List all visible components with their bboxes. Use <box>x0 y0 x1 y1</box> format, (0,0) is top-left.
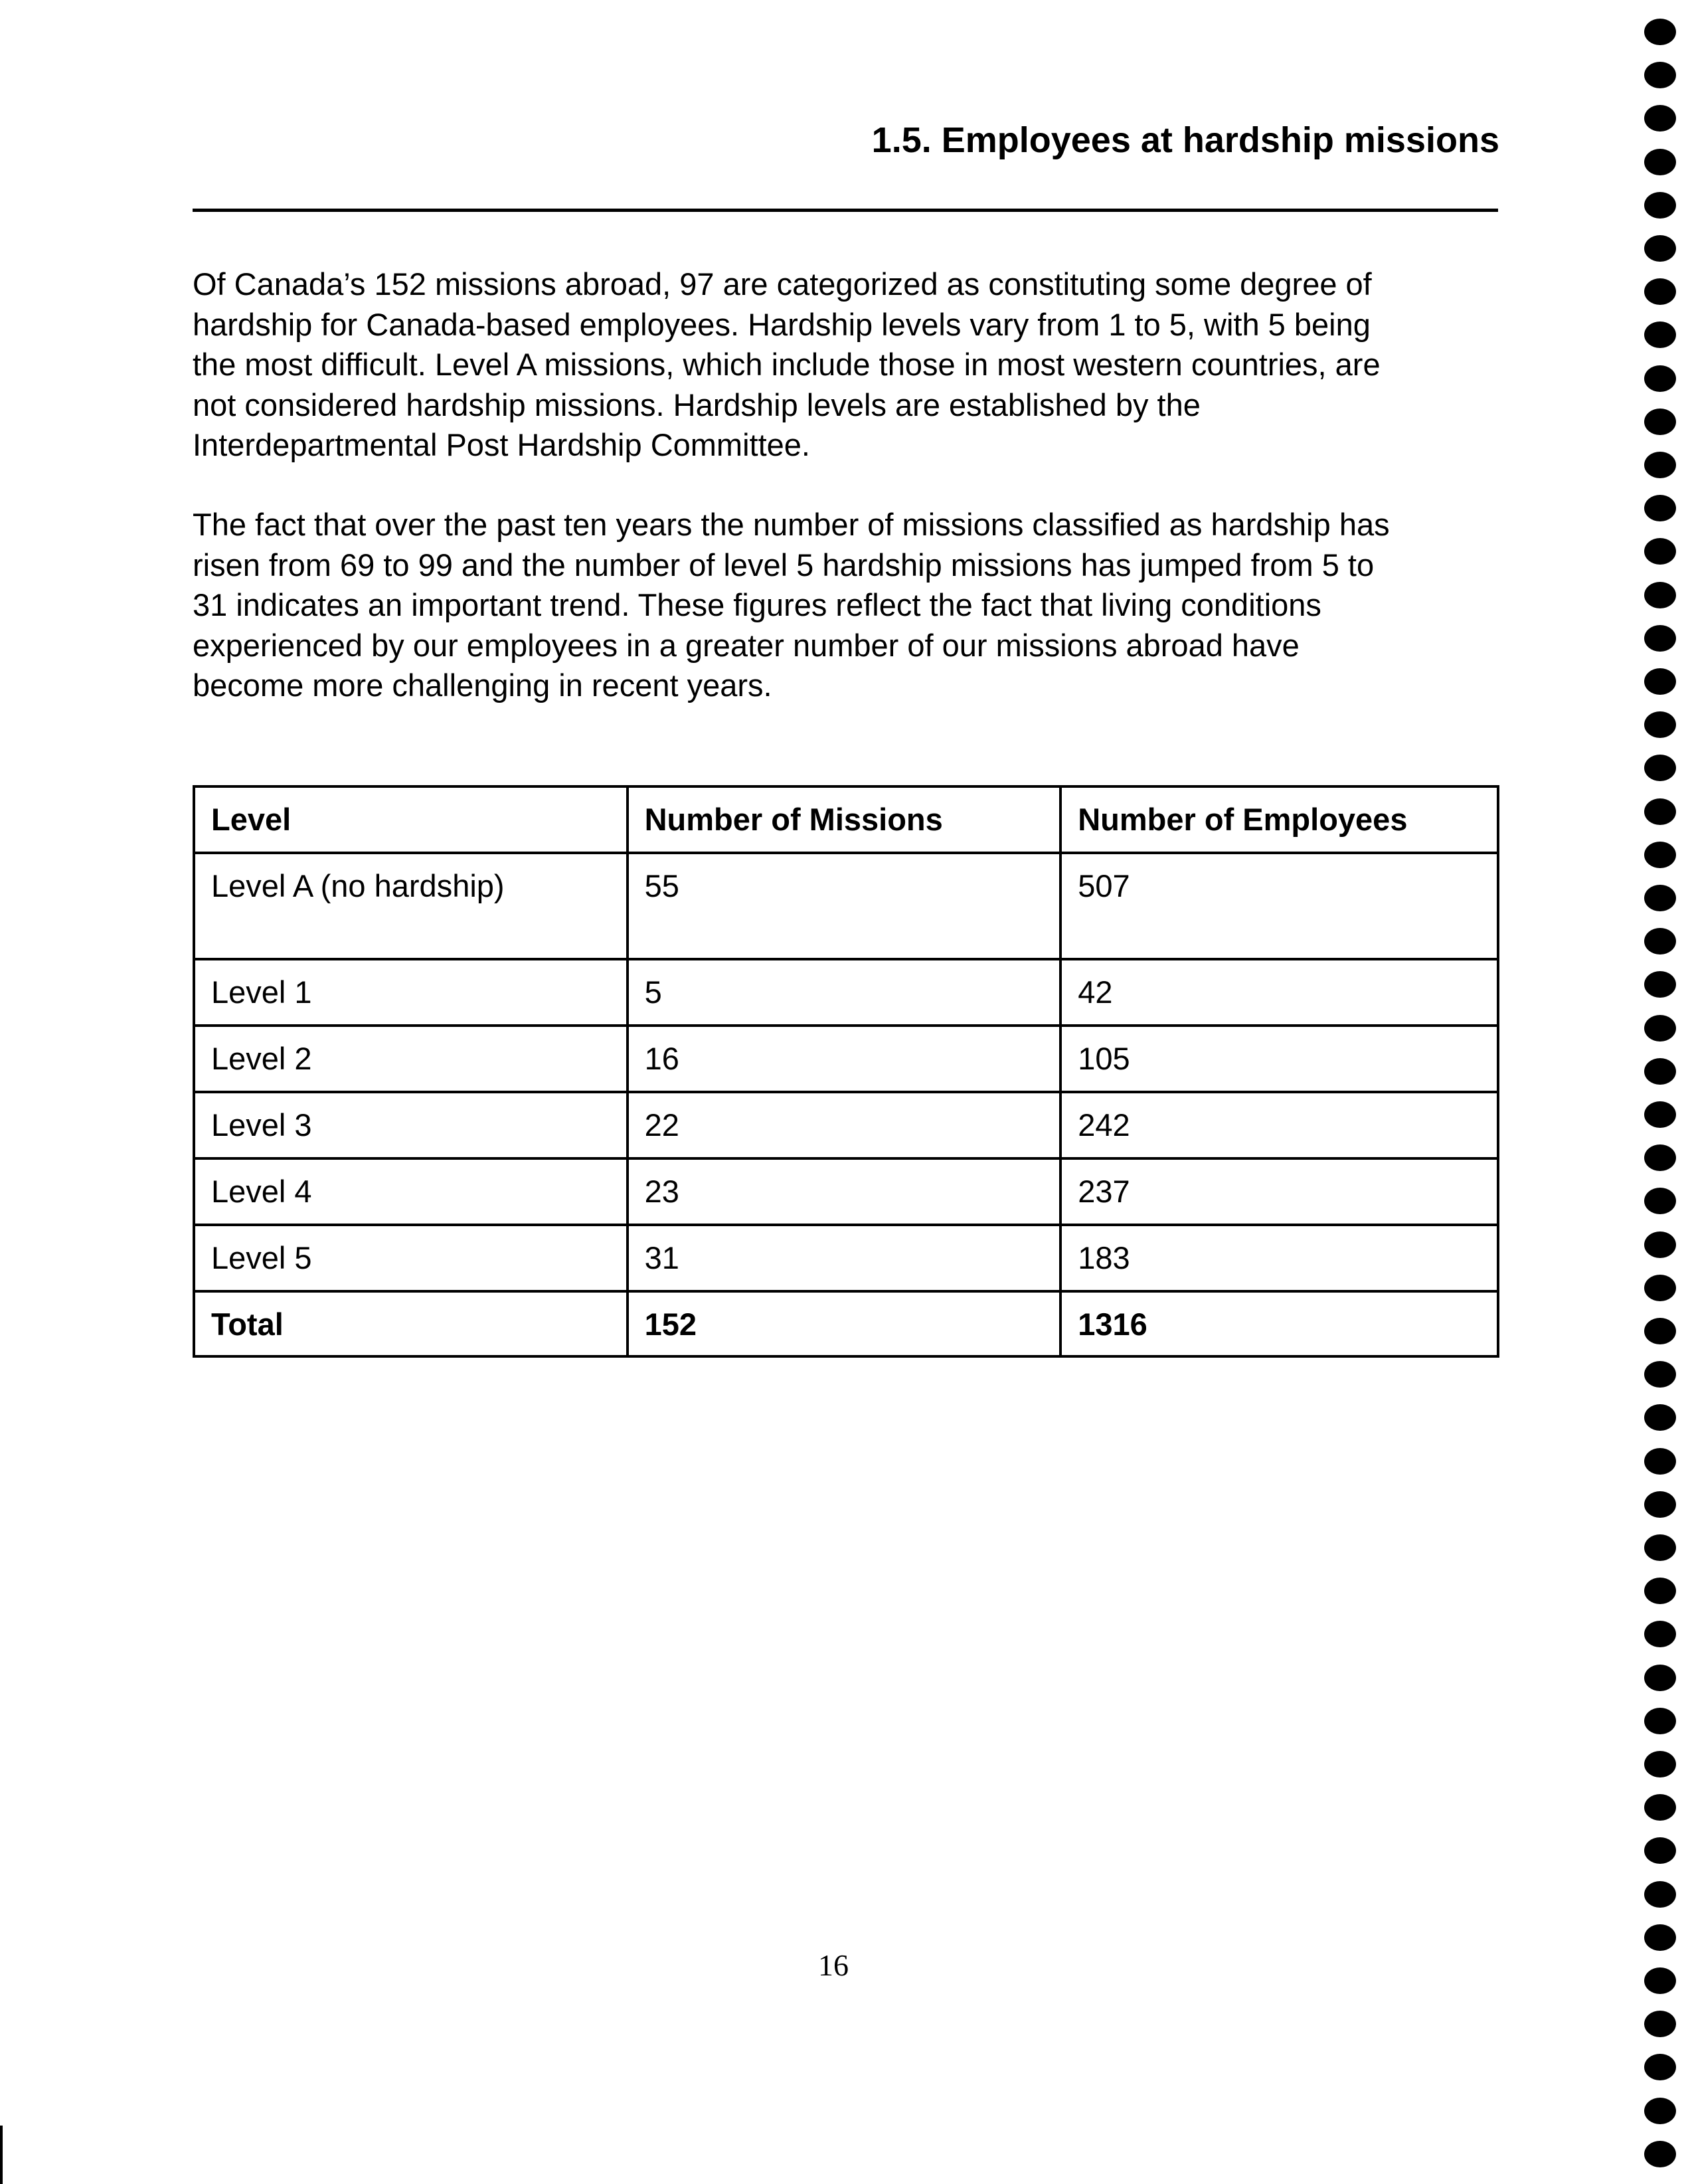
binding-hole-icon <box>1644 149 1676 175</box>
cell-level: Level 5 <box>194 1225 628 1291</box>
binding-hole-icon <box>1644 1621 1676 1647</box>
binding-hole-icon <box>1644 1534 1676 1561</box>
binding-hole-icon <box>1644 1448 1676 1475</box>
cell-level: Level 3 <box>194 1092 628 1158</box>
binding-hole-icon <box>1644 711 1676 738</box>
binding-hole-icon <box>1644 365 1676 392</box>
page-number: 16 <box>818 1948 849 1982</box>
binding-hole-icon <box>1644 1881 1676 1908</box>
binding-hole-icon <box>1644 885 1676 911</box>
cell-missions: 23 <box>628 1158 1061 1225</box>
binding-hole-icon <box>1644 1144 1676 1171</box>
binding-hole-icon <box>1644 1967 1676 1994</box>
binding-hole-icon <box>1644 928 1676 955</box>
paragraph-line: Of Canada’s 152 missions abroad, 97 are categorized as constituting some degree of <box>193 266 1372 302</box>
binding-hole-icon <box>1644 1231 1676 1258</box>
column-header-level: Level <box>194 786 628 853</box>
binding-hole-icon <box>1644 495 1676 521</box>
binding-hole-icon <box>1644 668 1676 695</box>
binding-hole-icon <box>1644 192 1676 219</box>
cell-level: Level 4 <box>194 1158 628 1225</box>
cell-employees: 242 <box>1060 1092 1498 1158</box>
table-row <box>194 1092 1498 1158</box>
paragraph-line: become more challenging in recent years. <box>193 668 772 703</box>
binding-hole-icon <box>1644 1708 1676 1734</box>
binding-hole-icon <box>1644 1058 1676 1085</box>
paragraph-line: the most difficult. Level A missions, which include those in most western countries, are <box>193 347 1381 382</box>
binding-holes <box>1644 19 1681 2184</box>
paragraph-line: The fact that over the past ten years the number of missions classified as hardship has <box>193 507 1390 542</box>
total-missions: 152 <box>628 1291 1061 1356</box>
binding-hole-icon <box>1644 1404 1676 1431</box>
binding-hole-icon <box>1644 1361 1676 1388</box>
trend-paragraph <box>193 505 1507 706</box>
cell-missions: 55 <box>628 853 1061 959</box>
table-row <box>194 1225 1498 1291</box>
table-total-row <box>194 1291 1498 1356</box>
binding-hole-icon <box>1644 278 1676 305</box>
paragraph-line: risen from 69 to 99 and the number of level 5 hardship missions has jumped from 5 to <box>193 547 1375 583</box>
binding-hole-icon <box>1644 755 1676 781</box>
cell-employees: 183 <box>1060 1225 1498 1291</box>
binding-hole-icon <box>1644 2011 1676 2037</box>
hardship-table <box>193 785 1499 1358</box>
binding-hole-icon <box>1644 1101 1676 1128</box>
binding-hole-icon <box>1644 1751 1676 1777</box>
table-row <box>194 853 1498 959</box>
binding-hole-icon <box>1644 1188 1676 1214</box>
cell-employees: 507 <box>1060 853 1498 959</box>
binding-hole-icon <box>1644 971 1676 998</box>
cell-missions: 31 <box>628 1225 1061 1291</box>
table-row <box>194 1026 1498 1092</box>
cell-employees: 42 <box>1060 959 1498 1026</box>
cell-employees: 105 <box>1060 1026 1498 1092</box>
table-header-row <box>194 786 1498 853</box>
table-row <box>194 959 1498 1026</box>
section-heading: 1.5. Employees at hardship missions <box>871 120 1499 160</box>
binding-hole-icon <box>1644 1837 1676 1864</box>
binding-hole-icon <box>1644 321 1676 348</box>
table-row <box>194 1158 1498 1225</box>
paragraph-line: hardship for Canada-based employees. Hardship levels vary from 1 to 5, with 5 being <box>193 306 1371 342</box>
paragraph-line: Interdepartmental Post Hardship Committee. <box>193 427 810 462</box>
paragraph-line: experienced by our employees in a greater number of our missions abroad have <box>193 627 1300 663</box>
binding-hole-icon <box>1644 798 1676 825</box>
cell-missions: 5 <box>628 959 1061 1026</box>
total-label: Total <box>194 1291 628 1356</box>
binding-hole-icon <box>1644 62 1676 88</box>
cell-level: Level 2 <box>194 1026 628 1092</box>
binding-hole-icon <box>1644 1275 1676 1301</box>
total-employees: 1316 <box>1060 1291 1498 1356</box>
paragraph-line: not considered hardship missions. Hardship levels are established by the <box>193 387 1201 422</box>
binding-hole-icon <box>1644 452 1676 478</box>
binding-hole-icon <box>1644 1578 1676 1604</box>
binding-hole-icon <box>1644 625 1676 652</box>
binding-hole-icon <box>1644 1794 1676 1821</box>
cell-employees: 237 <box>1060 1158 1498 1225</box>
binding-hole-icon <box>1644 19 1676 45</box>
scan-margin-mark <box>0 2126 3 2184</box>
cell-missions: 22 <box>628 1092 1061 1158</box>
binding-hole-icon <box>1644 105 1676 132</box>
binding-hole-icon <box>1644 1491 1676 1518</box>
paragraph-line: 31 indicates an important trend. These figures reflect the fact that living conditions <box>193 587 1321 622</box>
binding-hole-icon <box>1644 1318 1676 1344</box>
column-header-employees: Number of Employees <box>1060 786 1498 853</box>
binding-hole-icon <box>1644 409 1676 435</box>
binding-hole-icon <box>1644 2098 1676 2124</box>
binding-hole-icon <box>1644 235 1676 262</box>
binding-hole-icon <box>1644 538 1676 565</box>
heading-rule <box>193 209 1498 212</box>
column-header-missions: Number of Missions <box>628 786 1061 853</box>
binding-hole-icon <box>1644 1015 1676 1042</box>
binding-hole-icon <box>1644 1665 1676 1691</box>
binding-hole-icon <box>1644 842 1676 868</box>
cell-missions: 16 <box>628 1026 1061 1092</box>
binding-hole-icon <box>1644 2141 1676 2167</box>
binding-hole-icon <box>1644 1924 1676 1951</box>
cell-level: Level A (no hardship) <box>194 853 628 959</box>
intro-paragraph <box>193 264 1507 466</box>
binding-hole-icon <box>1644 2054 1676 2080</box>
binding-hole-icon <box>1644 582 1676 608</box>
cell-level: Level 1 <box>194 959 628 1026</box>
